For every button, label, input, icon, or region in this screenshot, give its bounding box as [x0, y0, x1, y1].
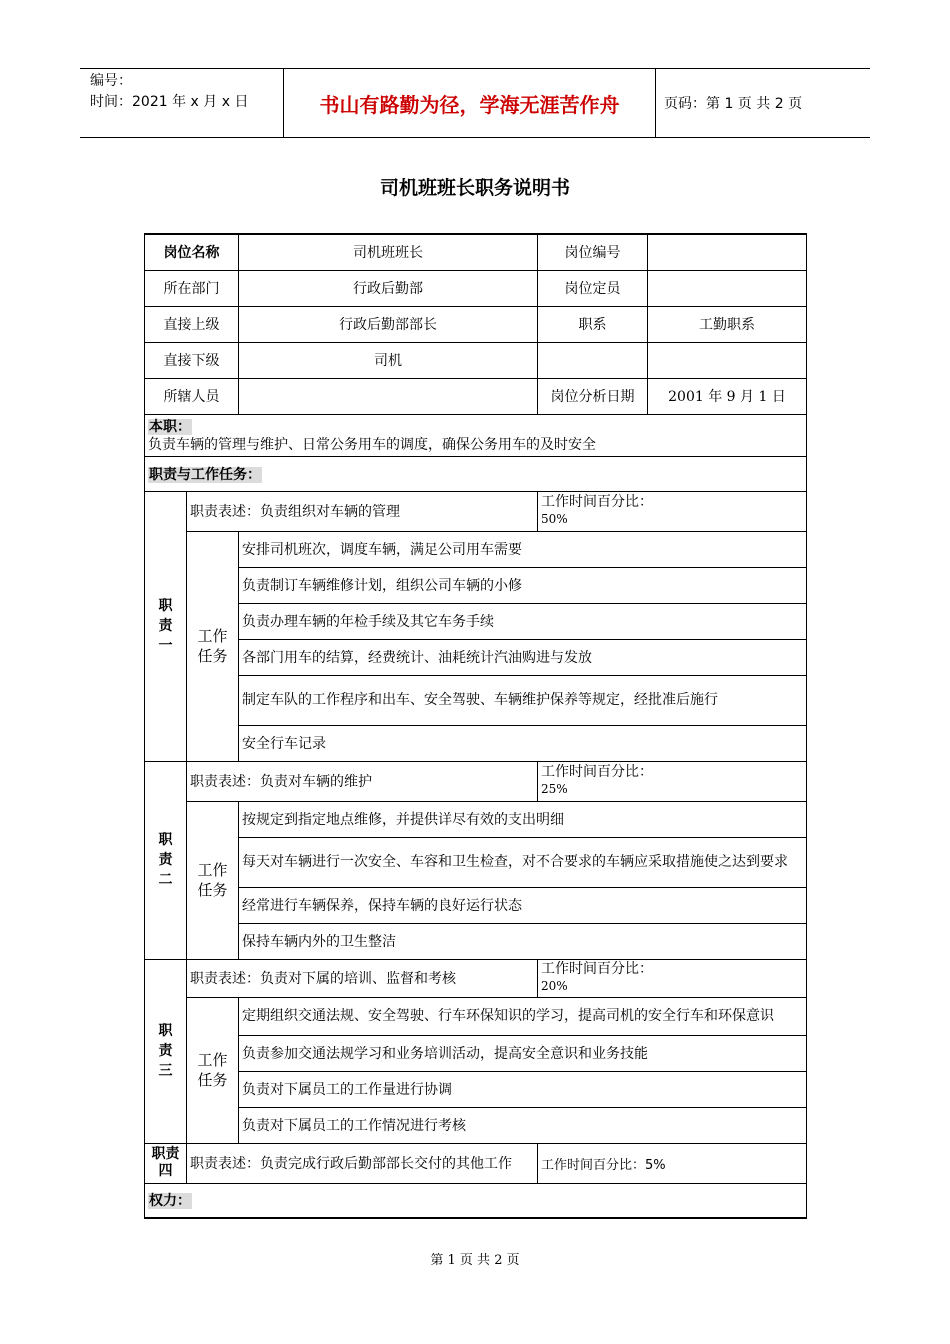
duty-3-statement: 职责表述：负责对下属的培训、监督和考核 [187, 959, 538, 997]
tasks-section-label: 职责与工作任务： [149, 466, 261, 483]
duty-1-task-2: 负责制订车辆维修计划，组织公司车辆的小修 [239, 567, 807, 603]
duty-2-name: 职责二 [145, 761, 187, 959]
header-left [90, 71, 248, 113]
duty-3-percent: 20% [541, 979, 568, 993]
duty-1-percent: 50% [541, 512, 568, 526]
duty-3-task-label: 工作任务 [187, 997, 239, 1143]
number-label: 编号： [90, 73, 132, 89]
subordinate-value: 司机 [239, 342, 538, 378]
duty-2-percent-label: 工作时间百分比： [541, 764, 653, 780]
dept-value: 行政后勤部 [239, 270, 538, 306]
duty-2-task-2: 每天对车辆进行一次安全、车容和卫生检查，对不合要求的车辆应采取措施使之达到要求 [239, 837, 807, 887]
tasks-section-header [145, 456, 807, 491]
duty-3-task-2: 负责参加交通法规学习和业务培训活动，提高安全意识和业务技能 [239, 1035, 807, 1071]
time-label: 时间：2021 年 x 月 x 日 [90, 94, 249, 110]
duty-3-task-1: 定期组织交通法规、安全驾驶、行车环保知识的学习，提高司机的安全行车和环保意识 [239, 997, 807, 1035]
duty-3-task-3: 负责对下属员工的工作量进行协调 [239, 1071, 807, 1107]
duty-section-text: 负责车辆的管理与维护、日常公务用车的调度，确保公务用车的及时安全 [148, 436, 596, 453]
staff-value [239, 378, 538, 414]
power-row [145, 1183, 807, 1218]
duty-1-task-label: 工作任务 [187, 531, 239, 761]
dept-label: 所在部门 [145, 270, 239, 306]
duty-2-percent-cell [538, 761, 807, 801]
duty-2-task-4: 保持车辆内外的卫生整洁 [239, 923, 807, 959]
superior-value: 行政后勤部部长 [239, 306, 538, 342]
duty-2-task-label: 工作任务 [187, 801, 239, 959]
job-description-table [144, 233, 807, 1219]
series-label: 职系 [538, 306, 648, 342]
duty-section-label: 本职： [149, 418, 191, 435]
post-name-value: 司机班班长 [239, 234, 538, 270]
duty-2-percent: 25% [541, 782, 568, 796]
empty-cell [648, 342, 807, 378]
duty-1-task-5: 制定车队的工作程序和出车、安全驾驶、车辆维护保养等规定，经批准后施行 [239, 675, 807, 725]
duty-1-task-6: 安全行车记录 [239, 725, 807, 761]
quota-value [648, 270, 807, 306]
page-footer: 第 1 页 共 2 页 [430, 1253, 520, 1268]
duty-1-percent-label: 工作时间百分比： [541, 494, 653, 510]
empty-cell [538, 342, 648, 378]
analysis-date-value: 2001 年 9 月 1 日 [648, 378, 807, 414]
duty-3-name: 职责三 [145, 959, 187, 1143]
post-no-label: 岗位编号 [538, 234, 648, 270]
post-no-value [648, 234, 807, 270]
duty-2-statement: 职责表述：负责对车辆的维护 [187, 761, 538, 801]
document-title: 司机班班长职务说明书 [379, 177, 570, 199]
duty-1-task-3: 负责办理车辆的年检手续及其它车务手续 [239, 603, 807, 639]
staff-label: 所辖人员 [145, 378, 239, 414]
series-value: 工勤职系 [648, 306, 807, 342]
power-label: 权力： [149, 1193, 191, 1210]
duty-1-name: 职责一 [145, 491, 187, 761]
duty-3-percent-cell [538, 959, 807, 997]
duty-3-percent-label: 工作时间百分比： [541, 961, 653, 977]
duty-section [145, 414, 807, 456]
duty-4-percent: 工作时间百分比：5% [538, 1143, 807, 1183]
superior-label: 直接上级 [145, 306, 239, 342]
duty-1-statement: 职责表述：负责组织对车辆的管理 [187, 491, 538, 531]
post-name-label: 岗位名称 [145, 234, 239, 270]
duty-1-percent-cell [538, 491, 807, 531]
page-info: 页码：第 1 页 共 2 页 [664, 96, 803, 112]
analysis-date-label: 岗位分析日期 [538, 378, 648, 414]
duty-4-statement: 职责表述：负责完成行政后勤部部长交付的其他工作 [187, 1143, 538, 1183]
duty-1-task-1: 安排司机班次，调度车辆，满足公司用车需要 [239, 531, 807, 567]
duty-2-task-3: 经常进行车辆保养，保持车辆的良好运行状态 [239, 887, 807, 923]
duty-2-task-1: 按规定到指定地点维修，并提供详尽有效的支出明细 [239, 801, 807, 837]
motto: 书山有路勤为径，学海无涯苦作舟 [283, 69, 656, 137]
duty-1-task-4: 各部门用车的结算，经费统计、油耗统计汽油购进与发放 [239, 639, 807, 675]
page-header [80, 68, 870, 138]
quota-label: 岗位定员 [538, 270, 648, 306]
duty-4-name: 职责四 [145, 1143, 187, 1183]
subordinate-label: 直接下级 [145, 342, 239, 378]
duty-3-task-4: 负责对下属员工的工作情况进行考核 [239, 1107, 807, 1143]
